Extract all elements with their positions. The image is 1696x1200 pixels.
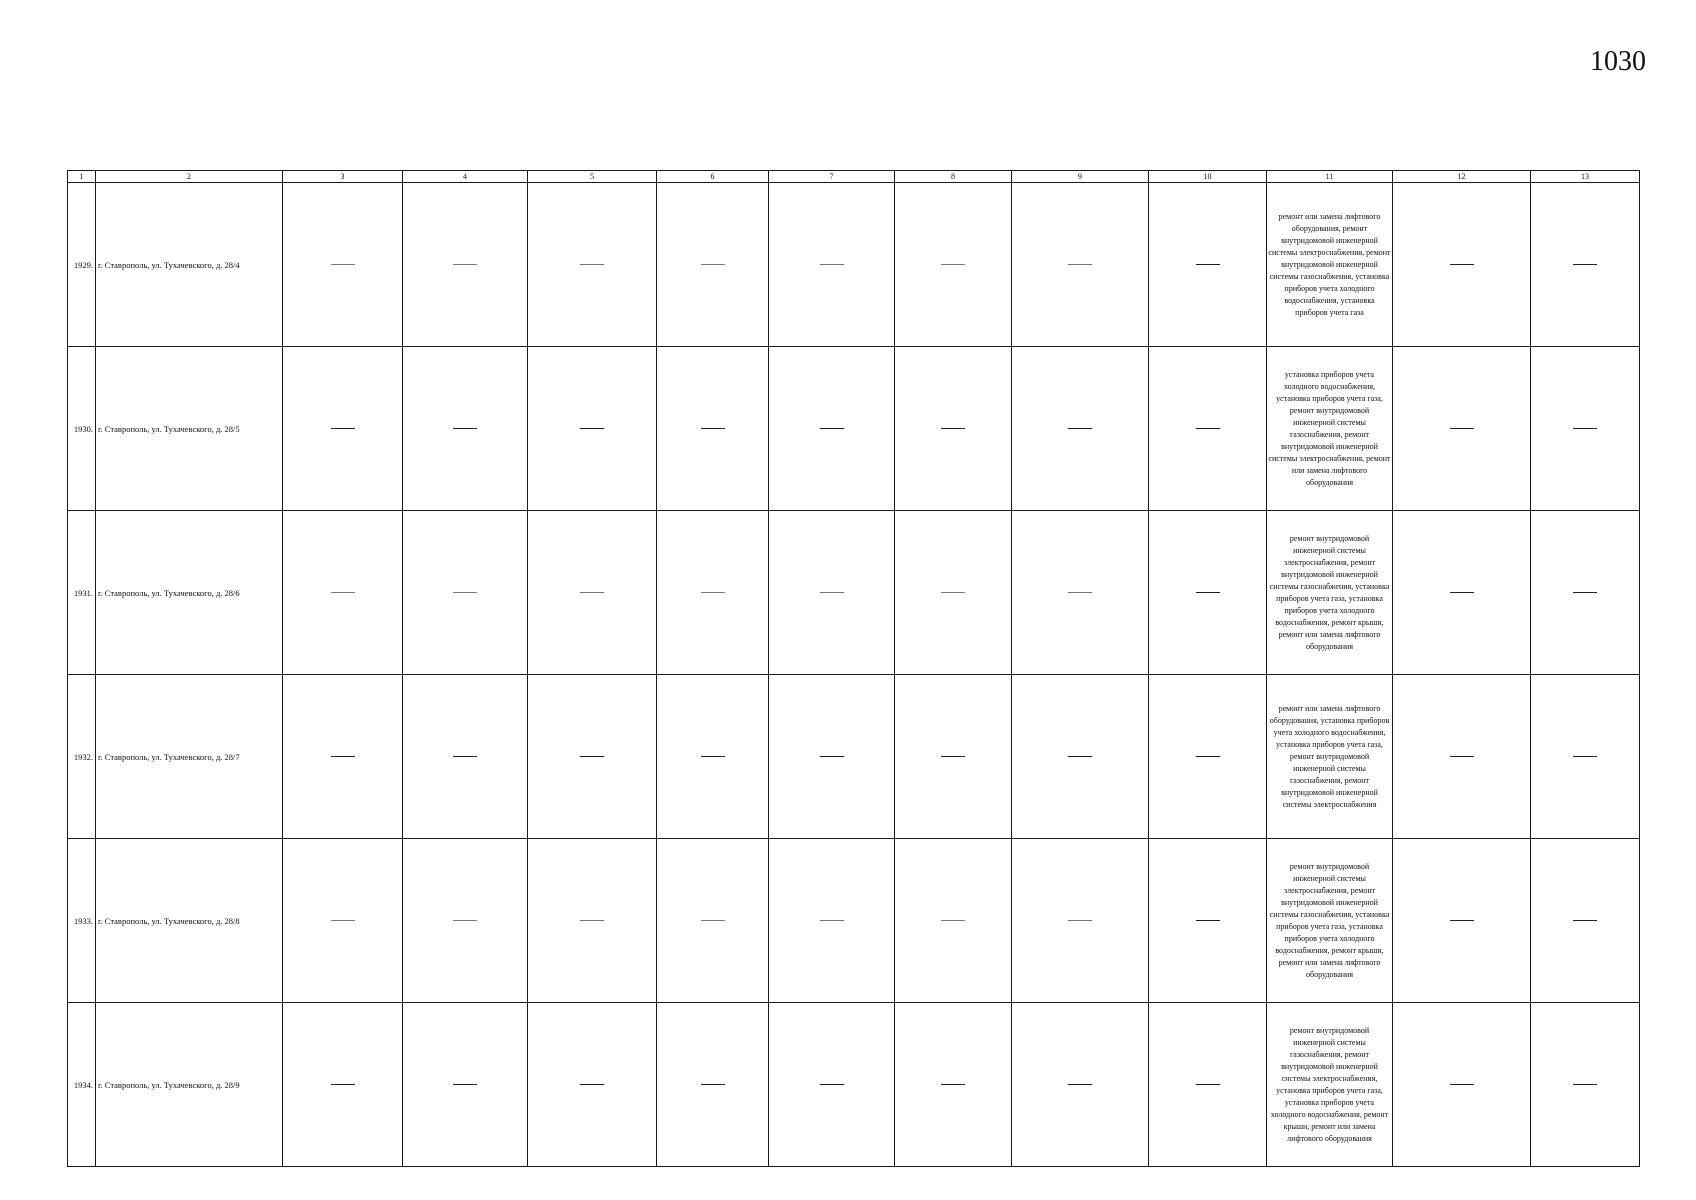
dash-mark (1573, 428, 1597, 429)
empty-value-cell (657, 1003, 769, 1167)
column-header: 9 (1012, 171, 1149, 183)
works-description-cell: ремонт или замена лифтового оборудования, ремонт внутридомовой инженерной системы электроснабжения, ремонт внутридомовой инженерной системы газоснабжения, установка приборов учета холодного водоснабжения, установка приборов учета газа (1267, 183, 1393, 347)
address-cell: г. Ставрополь, ул. Тухачевского, д. 28/8 (96, 839, 283, 1003)
empty-value-cell (403, 347, 528, 511)
dash-mark (1068, 1084, 1092, 1085)
empty-value-cell (1149, 511, 1267, 675)
column-header: 6 (657, 171, 769, 183)
empty-value-cell (895, 1003, 1012, 1167)
empty-value-cell (657, 183, 769, 347)
dash-mark (941, 264, 965, 265)
dash-mark (1196, 592, 1220, 593)
empty-value-cell (895, 675, 1012, 839)
empty-value-cell (1393, 1003, 1531, 1167)
address-cell: г. Ставрополь, ул. Тухачевского, д. 28/7 (96, 675, 283, 839)
dash-mark (1196, 264, 1220, 265)
empty-value-cell (403, 675, 528, 839)
empty-value-cell (657, 839, 769, 1003)
dash-mark (701, 264, 725, 265)
empty-value-cell (1393, 839, 1531, 1003)
empty-value-cell (528, 347, 657, 511)
dash-mark (1450, 428, 1474, 429)
table-row (68, 675, 1640, 839)
empty-value-cell (1531, 1003, 1640, 1167)
works-description-cell: ремонт внутридомовой инженерной системы газоснабжения, ремонт внутридомовой инженерной системы электроснабжения, установка приборов учета газа, установка приборов учета холодного водоснабжения, ремонт крыши, ремонт или замена лифтового оборудования (1267, 1003, 1393, 1167)
column-header: 12 (1393, 171, 1531, 183)
empty-value-cell (895, 511, 1012, 675)
row-number: 1932. (68, 675, 96, 839)
dash-mark (1573, 1084, 1597, 1085)
dash-mark (453, 1084, 477, 1085)
dash-mark (453, 264, 477, 265)
row-number: 1933. (68, 839, 96, 1003)
dash-mark (1068, 756, 1092, 757)
empty-value-cell (283, 347, 403, 511)
empty-value-cell (528, 1003, 657, 1167)
table-body (68, 183, 1640, 1167)
column-header: 2 (96, 171, 283, 183)
table-row (68, 511, 1640, 675)
dash-mark (1196, 1084, 1220, 1085)
empty-value-cell (1012, 1003, 1149, 1167)
dash-mark (1068, 920, 1092, 921)
empty-value-cell (1393, 511, 1531, 675)
dash-mark (701, 592, 725, 593)
empty-value-cell (769, 347, 895, 511)
dash-mark (820, 1084, 844, 1085)
dash-mark (331, 428, 355, 429)
column-header: 4 (403, 171, 528, 183)
empty-value-cell (657, 347, 769, 511)
dash-mark (1450, 264, 1474, 265)
dash-mark (1450, 592, 1474, 593)
dash-mark (701, 756, 725, 757)
empty-value-cell (403, 183, 528, 347)
column-header: 11 (1267, 171, 1393, 183)
address-cell: г. Ставрополь, ул. Тухачевского, д. 28/6 (96, 511, 283, 675)
empty-value-cell (895, 839, 1012, 1003)
column-header: 10 (1149, 171, 1267, 183)
empty-value-cell (283, 183, 403, 347)
address-cell: г. Ставрополь, ул. Тухачевского, д. 28/5 (96, 347, 283, 511)
column-header: 13 (1531, 171, 1640, 183)
empty-value-cell (1149, 675, 1267, 839)
empty-value-cell (403, 839, 528, 1003)
empty-value-cell (769, 675, 895, 839)
empty-value-cell (769, 839, 895, 1003)
dash-mark (1573, 264, 1597, 265)
dash-mark (1450, 756, 1474, 757)
table-row (68, 183, 1640, 347)
empty-value-cell (1012, 347, 1149, 511)
dash-mark (941, 920, 965, 921)
dash-mark (1450, 1084, 1474, 1085)
column-header: 5 (528, 171, 657, 183)
dash-mark (941, 756, 965, 757)
dash-mark (701, 920, 725, 921)
dash-mark (1573, 756, 1597, 757)
dash-mark (331, 756, 355, 757)
address-cell: г. Ставрополь, ул. Тухачевского, д. 28/4 (96, 183, 283, 347)
works-description-cell: ремонт или замена лифтового оборудования, установка приборов учета холодного водоснабжения, установка приборов учета газа, ремонт внутридомовой инженерной системы газоснабжения, ремонт внутридомовой инженерной системы электроснабжения (1267, 675, 1393, 839)
dash-mark (820, 428, 844, 429)
dash-mark (580, 264, 604, 265)
dash-mark (701, 1084, 725, 1085)
empty-value-cell (1012, 511, 1149, 675)
empty-value-cell (283, 1003, 403, 1167)
dash-mark (1068, 592, 1092, 593)
empty-value-cell (1531, 839, 1640, 1003)
dash-mark (820, 592, 844, 593)
works-description-cell: ремонт внутридомовой инженерной системы электроснабжения, ремонт внутридомовой инженерной системы газоснабжения, установка приборов учета газа, установка приборов учета холодного водоснабжения, ремонт крыши, ремонт или замена лифтового оборудования (1267, 839, 1393, 1003)
dash-mark (580, 920, 604, 921)
empty-value-cell (403, 511, 528, 675)
empty-value-cell (1149, 1003, 1267, 1167)
dash-mark (580, 428, 604, 429)
dash-mark (820, 920, 844, 921)
dash-mark (1196, 920, 1220, 921)
dash-mark (941, 428, 965, 429)
dash-mark (1573, 920, 1597, 921)
empty-value-cell (1149, 347, 1267, 511)
empty-value-cell (1393, 347, 1531, 511)
dash-mark (331, 920, 355, 921)
empty-value-cell (283, 839, 403, 1003)
works-table (67, 170, 1640, 1167)
dash-mark (453, 428, 477, 429)
row-number: 1929. (68, 183, 96, 347)
row-number: 1934. (68, 1003, 96, 1167)
empty-value-cell (657, 675, 769, 839)
column-header: 8 (895, 171, 1012, 183)
empty-value-cell (528, 183, 657, 347)
dash-mark (453, 592, 477, 593)
table-row (68, 347, 1640, 511)
empty-value-cell (769, 1003, 895, 1167)
column-header: 3 (283, 171, 403, 183)
empty-value-cell (1393, 183, 1531, 347)
empty-value-cell (403, 1003, 528, 1167)
empty-value-cell (528, 511, 657, 675)
dash-mark (820, 264, 844, 265)
dash-mark (701, 428, 725, 429)
empty-value-cell (895, 347, 1012, 511)
row-number: 1931. (68, 511, 96, 675)
empty-value-cell (283, 675, 403, 839)
column-header: 1 (68, 171, 96, 183)
dash-mark (453, 756, 477, 757)
dash-mark (941, 1084, 965, 1085)
works-description-cell: установка приборов учета холодного водоснабжения, установка приборов учета газа, ремонт внутридомовой инженерной системы газоснабжения, ремонт внутридомовой инженерной системы электроснабжения, ремонт или замена лифтового оборудования (1267, 347, 1393, 511)
empty-value-cell (1531, 511, 1640, 675)
dash-mark (1196, 756, 1220, 757)
empty-value-cell (769, 511, 895, 675)
empty-value-cell (1012, 183, 1149, 347)
empty-value-cell (657, 511, 769, 675)
dash-mark (1573, 592, 1597, 593)
empty-value-cell (1149, 839, 1267, 1003)
dash-mark (453, 920, 477, 921)
empty-value-cell (1393, 675, 1531, 839)
empty-value-cell (1012, 675, 1149, 839)
table-row (68, 1003, 1640, 1167)
dash-mark (1068, 264, 1092, 265)
dash-mark (1450, 920, 1474, 921)
empty-value-cell (528, 839, 657, 1003)
dash-mark (941, 592, 965, 593)
empty-value-cell (1531, 347, 1640, 511)
dash-mark (820, 756, 844, 757)
empty-value-cell (528, 675, 657, 839)
page-number: 1030 (1590, 46, 1646, 77)
column-header: 7 (769, 171, 895, 183)
row-number: 1930. (68, 347, 96, 511)
works-description-cell: ремонт внутридомовой инженерной системы электроснабжения, ремонт внутридомовой инженерной системы газоснабжения, установка приборов учета газа, установка приборов учета холодного водоснабжения, ремонт крыши, ремонт или замена лифтового оборудования (1267, 511, 1393, 675)
empty-value-cell (769, 183, 895, 347)
dash-mark (331, 1084, 355, 1085)
dash-mark (580, 756, 604, 757)
column-number-row (68, 171, 1640, 183)
empty-value-cell (1531, 183, 1640, 347)
dash-mark (580, 1084, 604, 1085)
dash-mark (1068, 428, 1092, 429)
dash-mark (1196, 428, 1220, 429)
address-cell: г. Ставрополь, ул. Тухачевского, д. 28/9 (96, 1003, 283, 1167)
empty-value-cell (283, 511, 403, 675)
dash-mark (331, 592, 355, 593)
dash-mark (331, 264, 355, 265)
empty-value-cell (1149, 183, 1267, 347)
empty-value-cell (895, 183, 1012, 347)
table-row (68, 839, 1640, 1003)
empty-value-cell (1012, 839, 1149, 1003)
dash-mark (580, 592, 604, 593)
empty-value-cell (1531, 675, 1640, 839)
